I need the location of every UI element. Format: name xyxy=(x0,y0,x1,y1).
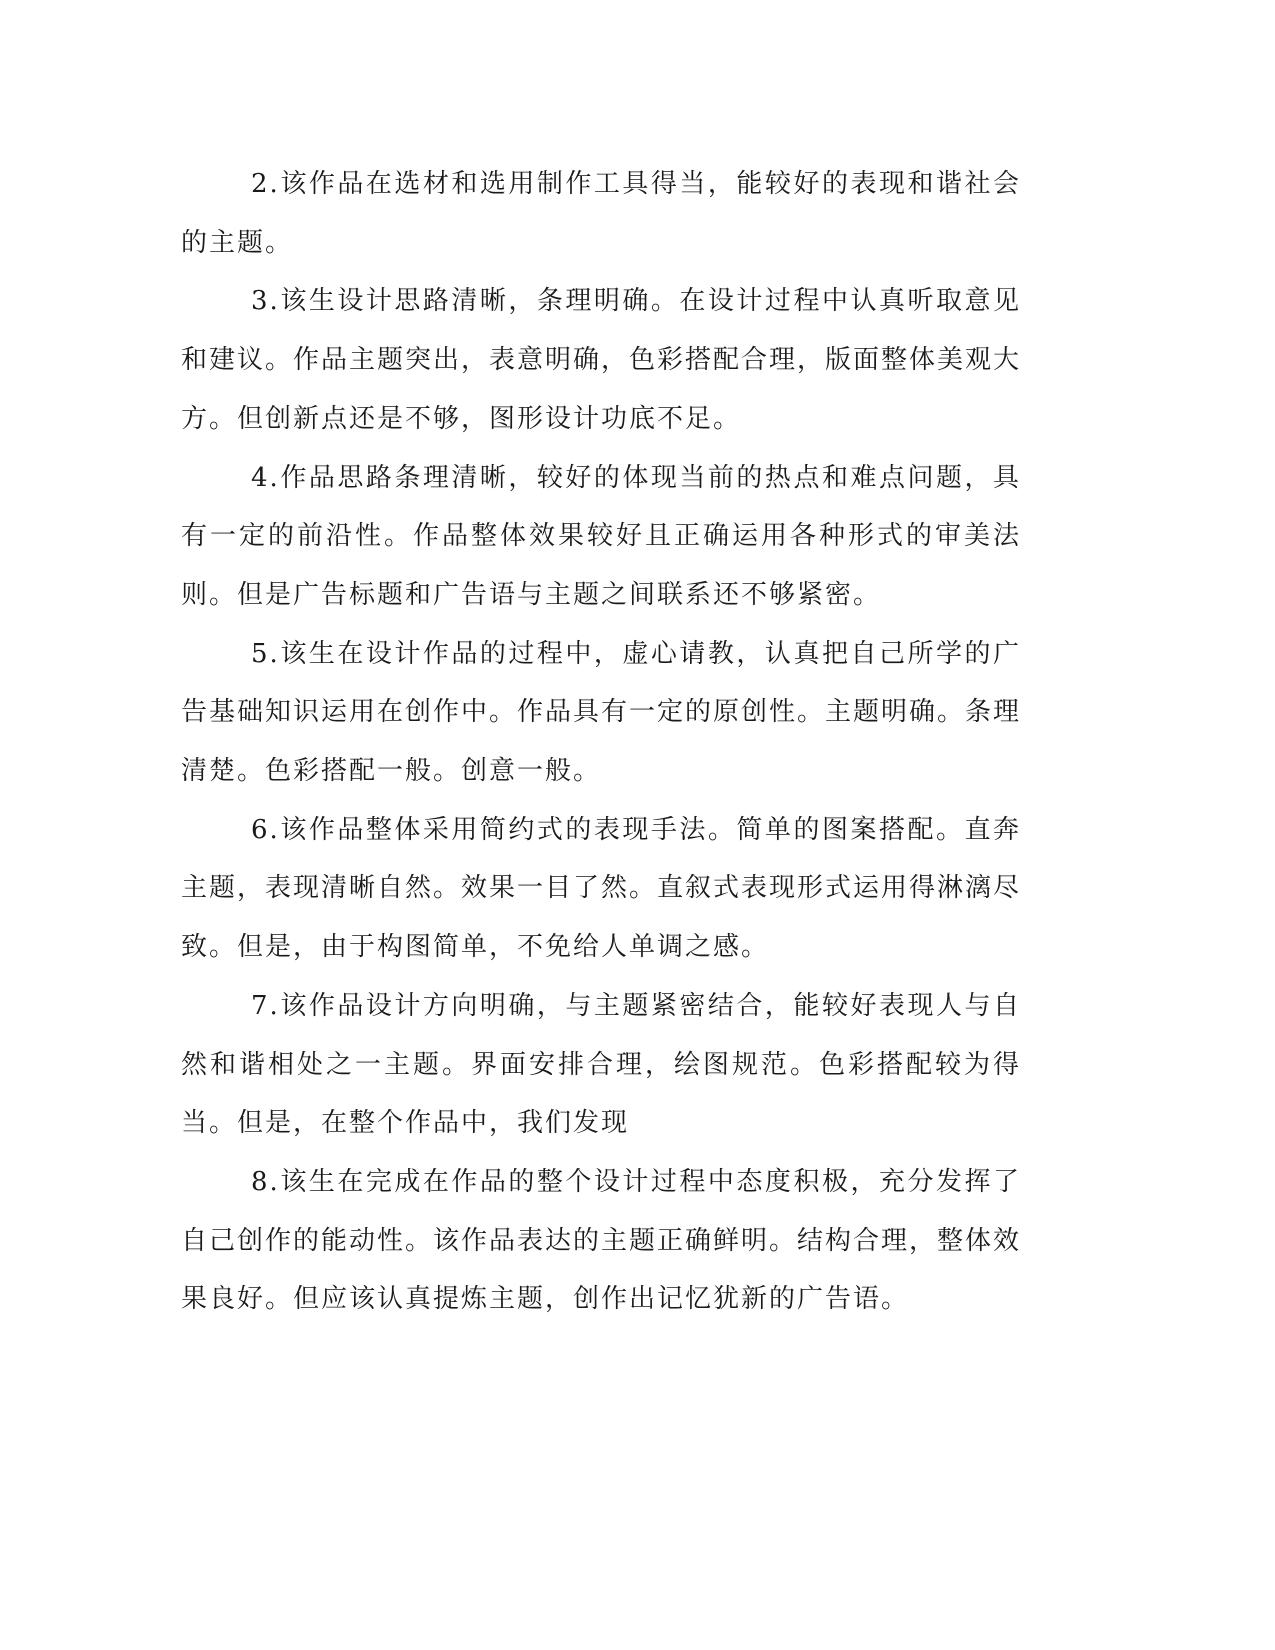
document-body xyxy=(181,155,1021,1329)
comment-paragraph-8: 8.该生在完成在作品的整个设计过程中态度积极，充分发挥了自己创作的能动性。该作品表达的主题正确鲜明。结构合理，整体效果良好。但应该认真提炼主题，创作出记忆犹新的广告语。 xyxy=(181,1166,1022,1315)
comment-paragraph-4: 4.作品思路条理清晰，较好的体现当前的热点和难点问题，具有一定的前沿性。作品整体效果较好且正确运用各种形式的审美法则。但是广告标题和广告语与主题之间联系还不够紧密。 xyxy=(181,462,1021,610)
comment-paragraph-2: 2.该作品在选材和选用制作工具得当，能较好的表现和谐社会的主题。 xyxy=(181,169,1021,258)
comment-paragraph-5: 5.该生在设计作品的过程中，虚心请教，认真把自己所学的广告基础知识运用在创作中。作品具有一定的原创性。主题明确。条理清楚。色彩搭配一般。创意一般。 xyxy=(181,638,1022,787)
comment-paragraph-3: 3.该生设计思路清晰，条理明确。在设计过程中认真听取意见和建议。作品主题突出，表意明确，色彩搭配合理，版面整体美观大方。但创新点还是不够，图形设计功底不足。 xyxy=(181,286,1022,434)
comment-paragraph-6: 6.该作品整体采用简约式的表现手法。简单的图案搭配。直奔主题，表现清晰自然。效果一目了然。直叙式表现形式运用得淋漓尽致。但是，由于构图简单，不免给人单调之感。 xyxy=(181,814,1022,963)
comment-paragraph-7: 7.该作品设计方向明确，与主题紧密结合，能较好表现人与自然和谐相处之一主题。界面安排合理，绘图规范。色彩搭配较为得当。但是，在整个作品中，我们发现 xyxy=(181,990,1021,1139)
